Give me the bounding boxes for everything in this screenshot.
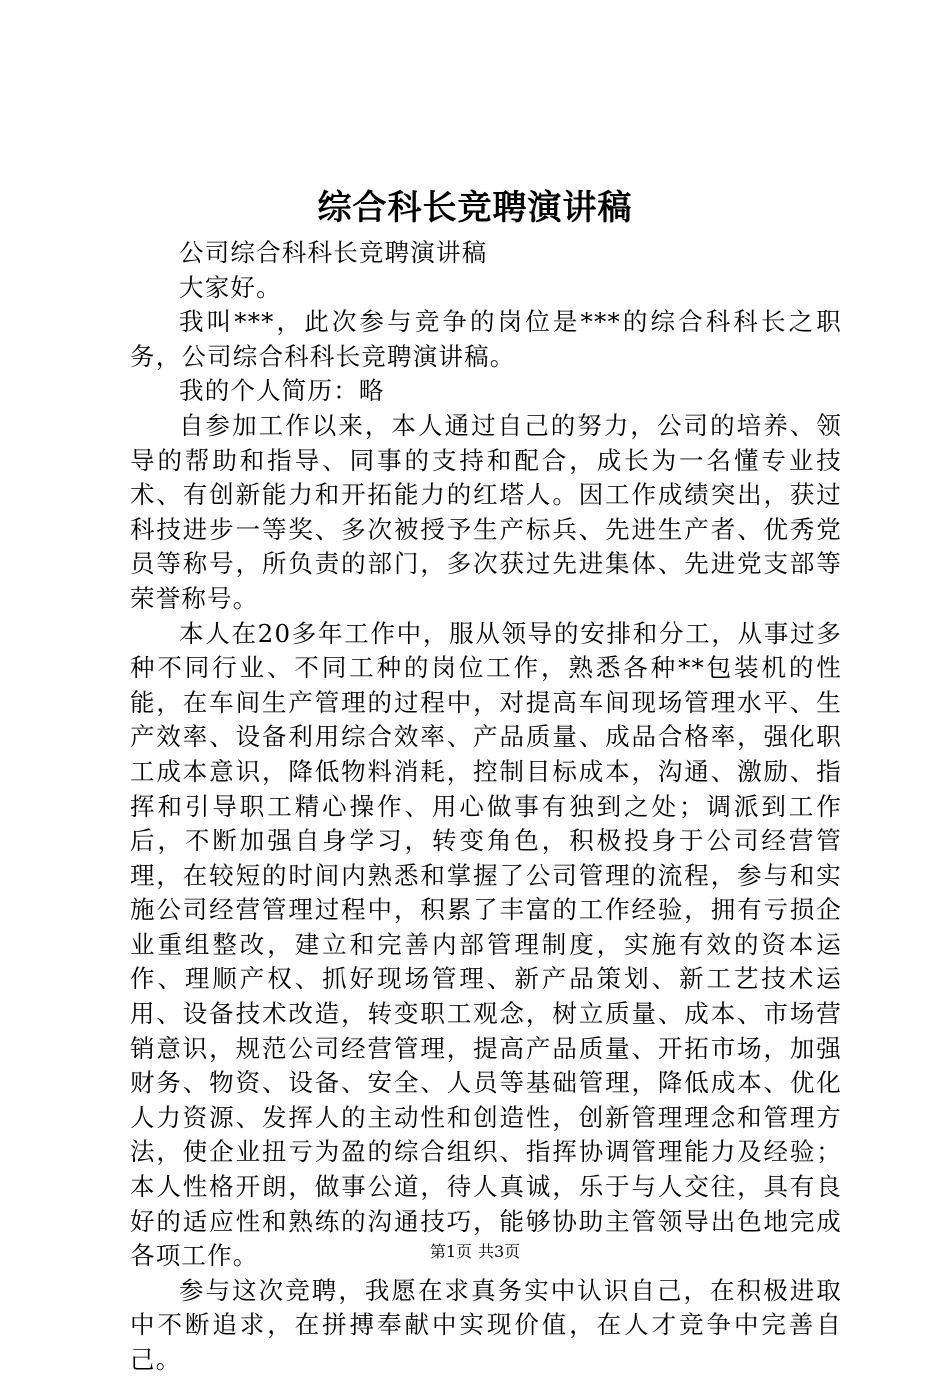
paragraph-experience: 本人在20多年工作中，服从领导的安排和分工，从事过多种不同行业、不同工种的岗位工作，熟悉各种**包装机的性能，在车间生产管理的过程中，对提高车间现场管理水平、生产效率、设备利用综合效率、产品质量、成品合格率，强化职工成本意识，降低物料消耗，控制目标成本，沟通、激励、指挥和引导职工精心操作、用心做事有独到之处；调派到工作后，不断加强自身学习，转变角色，积极投身于公司经营管理，在较短的时间内熟悉和掌握了公司管理的流程，参与和实施公司经营管理过程中，积累了丰富的工作经验，拥有亏损企业重组整改，建立和完善内部管理制度，实施有效的资本运作、理顺产权、抓好现场管理、新产品策划、新工艺技术运用、设备技术改造，转变职工观念，树立质量、成本、市场营销意识，规范公司经营管理，提高产品质量、开拓市场，加强财务、物资、设备、安全、人员等基础管理，降低成本、优化人力资源、发挥人的主动性和创造性，创新管理理念和管理方法，使企业扭亏为盈的综合组织、指挥协调管理能力及经验；本人性格开朗，做事公道，待人真诚，乐于与人交往，具有良好的适应性和熟练的沟通技巧，能够协助主管领导出色地完成各项工作。 xyxy=(130,618,842,1271)
page-number-current: 第1页 xyxy=(429,1242,472,1261)
paragraph-resume: 我的个人简历：略 xyxy=(179,376,385,406)
paragraph-motivation: 参与这次竞聘，我愿在求真务实中认识自己，在积极进取中不断追求，在拼搏奉献中实现价值，在人才竞争中完善自己。 xyxy=(130,1275,842,1374)
paragraph-subtitle: 公司综合科科长竞聘演讲稿 xyxy=(179,238,488,267)
paragraph-introduction: 我叫***，此次参与竞争的岗位是***的综合科科长之职务，公司综合科科长竞聘演讲稿。 xyxy=(130,307,842,371)
paragraph-career: 自参加工作以来，本人通过自己的努力，公司的培养、领导的帮助和指导、同事的支持和配合，成长为一名懂专业技术、有创新能力和开拓能力的红塔人。因工作成绩突出，获过科技进步一等奖、多次被授予生产标兵、先进生产者、优秀党员等称号，所负责的部门，多次获过先进集体、先进党支部等荣誉称号。 xyxy=(130,410,842,613)
document-body xyxy=(130,236,842,1378)
page-footer xyxy=(0,1241,950,1263)
page-number-total: 共3页 xyxy=(478,1242,521,1261)
paragraph-greeting: 大家好。 xyxy=(179,272,282,302)
document-title: 综合科长竞聘演讲稿 xyxy=(317,188,633,228)
